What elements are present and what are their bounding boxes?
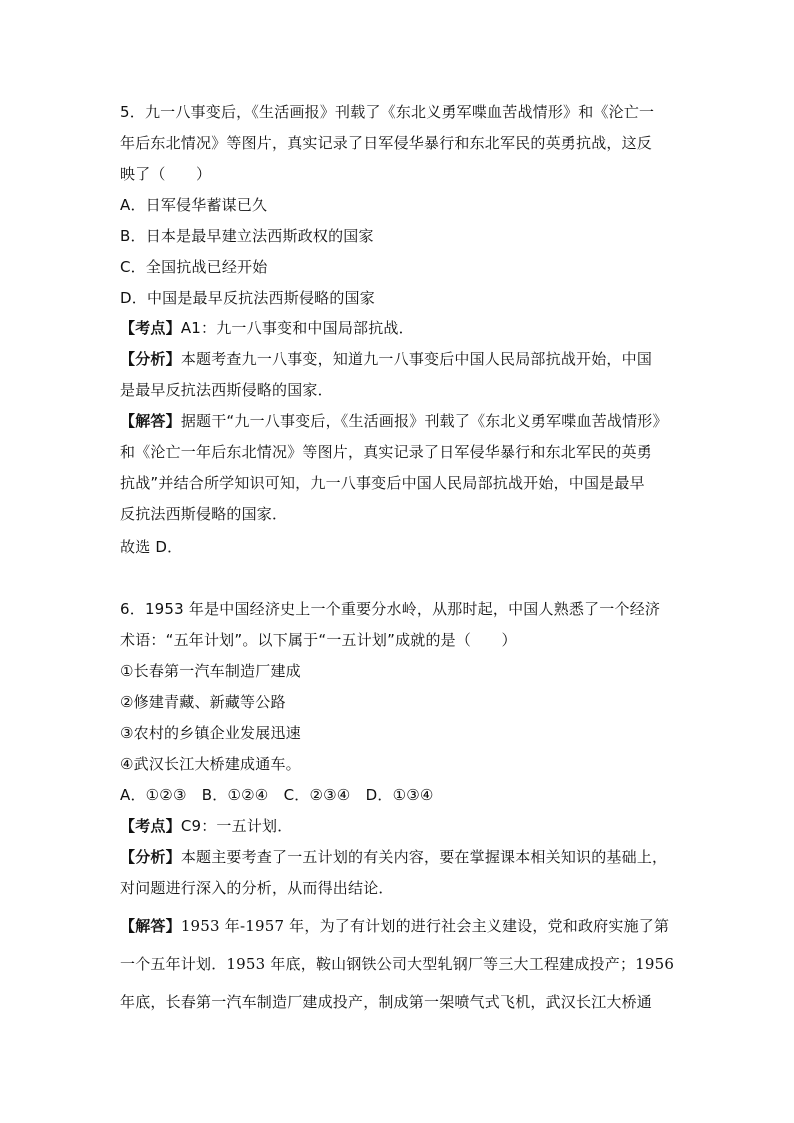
q5-option-a: A．日军侵华蓄谋已久 [120,196,268,214]
q6-options: A．①②③ B．①②④ C．②③④ D．①③④ [120,786,434,804]
q5-kaodian-text: A1：九一八事变和中国局部抗战． [180,319,414,337]
q5-answer: 故选 D． [120,538,183,556]
q6-jieda-line-1 [120,916,680,936]
q5-stem-line-3: 映了（ ） [120,165,212,183]
q6-kaodian-tag: 【考点】 [120,817,181,835]
q6-kaodian [120,816,680,836]
q5-option-d: D．中国是最早反抗法西斯侵略的国家 [120,289,375,307]
q6-item-2: ②修建青藏、新藏等公路 [120,693,286,711]
q6-jieda-line-3: 年底，长春第一汽车制造厂建成投产，制成第一架喷气式飞机，武汉长江大桥通 [120,993,653,1011]
q5-jieda-line-4: 反抗法西斯侵略的国家． [120,505,288,523]
q6-fenxi-text-1: 本题主要考查了一五计划的有关内容，要在掌握课本相关知识的基础上， [180,848,668,866]
q6-jieda-tag: 【解答】 [120,917,181,935]
q5-stem-line-1: 5．九一八事变后，《生活画报》刊载了《东北义勇军喋血苦战情形》和《沦亡一 [120,103,655,121]
q6-fenxi-line-2: 对问题进行深入的分析，从而得出结论． [120,879,394,897]
q5-fenxi-line-2: 是最早反抗法西斯侵略的国家． [120,381,333,399]
q6-stem-line-1: 6．1953 年是中国经济史上一个重要分水岭，从那时起，中国人熟悉了一个经济 [120,600,661,618]
q5-fenxi-tag: 【分析】 [120,350,181,368]
q5-jieda-line-3: 抗战”并结合所学知识可知，九一八事变后中国人民局部抗战开始，中国是最早 [120,474,645,492]
q5-option-b: B．日本是最早建立法西斯政权的国家 [120,227,374,245]
q5-fenxi-text-1: 本题考查九一八事变，知道九一八事变后中国人民局部抗战开始，中国 [180,350,653,368]
q6-jieda-text-1: 1953 年-1957 年，为了有计划的进行社会主义建设，党和政府实施了第 [180,917,670,935]
q5-stem-line-2: 年后东北情况》等图片，真实记录了日军侵华暴行和东北军民的英勇抗战，这反 [120,134,653,152]
q5-fenxi-line-1 [120,349,680,369]
q6-item-4: ④武汉长江大桥建成通车。 [120,755,301,773]
q6-fenxi-line-1 [120,847,680,867]
q6-fenxi-tag: 【分析】 [120,848,181,866]
q5-kaodian-tag: 【考点】 [120,319,181,337]
q6-stem-line-2: 术语：“五年计划”。以下属于“一五计划”成就的是（ ） [120,631,517,649]
q5-jieda-text-1: 据题干“九一八事变后，《生活画报》刊载了《东北义勇军喋血苦战情形》 [180,412,668,430]
q5-jieda-line-2: 和《沦亡一年后东北情况》等图片，真实记录了日军侵华暴行和东北军民的英勇 [120,443,653,461]
q6-jieda-line-2: 一个五年计划．1953 年底，鞍山钢铁公司大型轧钢厂等三大工程建成投产；1956 [120,955,675,973]
q5-jieda-line-1 [120,411,680,431]
q5-kaodian [120,318,680,338]
q5-jieda-tag: 【解答】 [120,412,181,430]
q5-option-c: C．全国抗战已经开始 [120,258,268,276]
q6-item-3: ③农村的乡镇企业发展迅速 [120,724,301,742]
q6-item-1: ①长春第一汽车制造厂建成 [120,662,301,680]
q6-kaodian-text: C9：一五计划． [180,817,293,835]
